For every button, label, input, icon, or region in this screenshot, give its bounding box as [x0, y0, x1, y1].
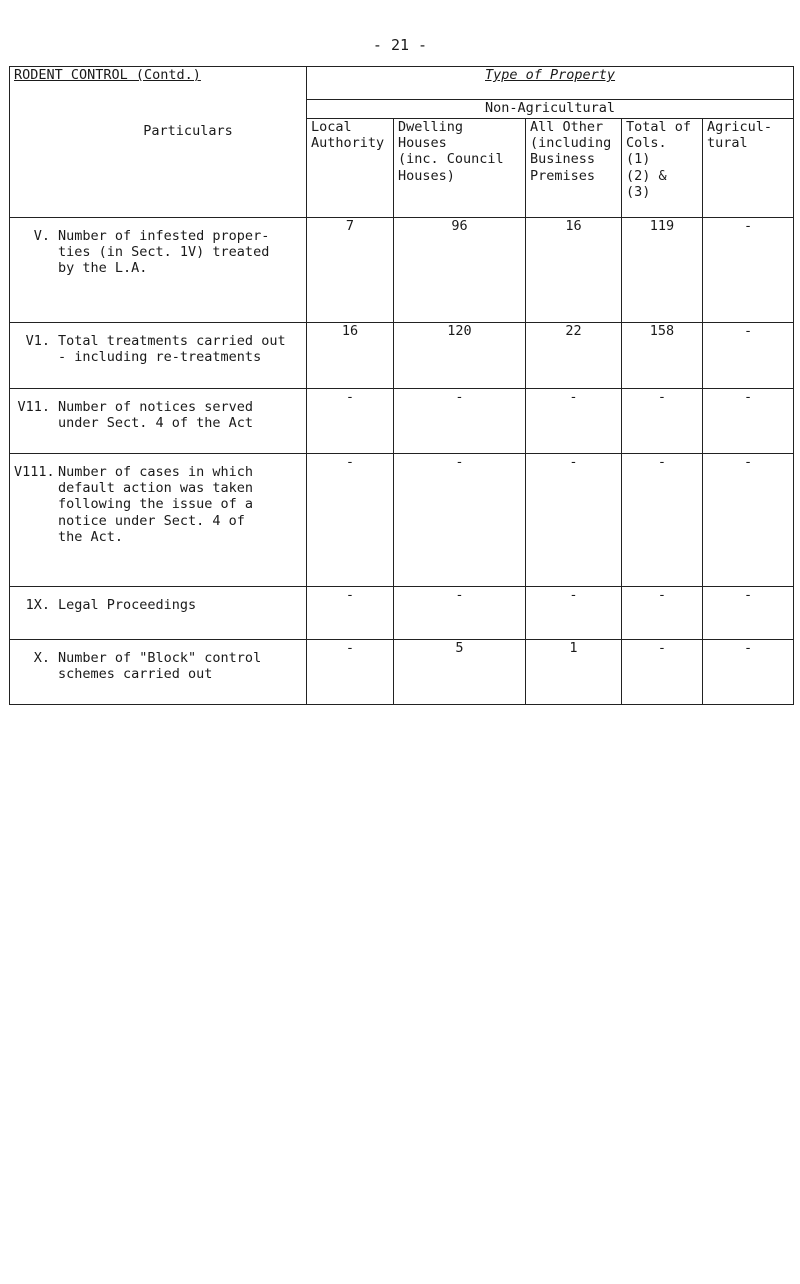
- column-header-total-of-cols: Total of Cols. (1) (2) & (3): [622, 119, 703, 218]
- row-description: Number of notices served under Sect. 4 of the Act: [58, 399, 254, 432]
- value-cell-total-of-cols: -: [622, 640, 703, 705]
- particulars-cell: [10, 587, 307, 640]
- value-cell-agricultural: -: [703, 640, 794, 705]
- value-cell-local-authority: 16: [307, 323, 394, 389]
- row-number: 1X.: [25, 597, 50, 613]
- particulars-cell: [10, 454, 307, 587]
- value-cell-dwelling-houses: 5: [394, 640, 526, 705]
- column-header-local-authority: Local Authority: [307, 119, 394, 218]
- type-of-property-header: Type of Property: [307, 67, 794, 100]
- value-cell-agricultural: -: [703, 323, 794, 389]
- particulars-cell: [10, 389, 307, 454]
- value-cell-total-of-cols: 119: [622, 218, 703, 323]
- value-cell-agricultural: -: [703, 454, 794, 587]
- rodent-control-table: [9, 66, 794, 705]
- value-cell-local-authority: -: [307, 640, 394, 705]
- table-title: RODENT CONTROL (Contd.): [14, 67, 201, 83]
- table-row: [10, 587, 794, 640]
- value-cell-total-of-cols: 158: [622, 323, 703, 389]
- particulars-cell: [10, 218, 307, 323]
- value-cell-all-other: 1: [526, 640, 622, 705]
- table-row: [10, 323, 794, 389]
- row-description: Total treatments carried out - including re-treatments: [58, 333, 286, 366]
- value-cell-dwelling-houses: -: [394, 389, 526, 454]
- value-cell-local-authority: -: [307, 454, 394, 587]
- non-agricultural-header: Non-Agricultural: [307, 100, 794, 119]
- value-cell-agricultural: -: [703, 587, 794, 640]
- column-header-all-other: All Other (including Business Premises: [526, 119, 622, 218]
- value-cell-local-authority: -: [307, 389, 394, 454]
- particulars-header-cell: [10, 67, 307, 218]
- value-cell-all-other: 22: [526, 323, 622, 389]
- row-description: Legal Proceedings: [58, 597, 197, 613]
- row-number: V11.: [17, 399, 50, 415]
- column-header-agricultural: Agricul- tural: [703, 119, 794, 218]
- table-row: [10, 389, 794, 454]
- table-row: [10, 640, 794, 705]
- row-description: Number of infested proper- ties (in Sect. 1V) treated by the L.A.: [58, 228, 270, 277]
- value-cell-agricultural: -: [703, 218, 794, 323]
- particulars-cell: [10, 640, 307, 705]
- row-number: V111.: [14, 464, 55, 480]
- column-header-dwelling-houses: Dwelling Houses (inc. Council Houses): [394, 119, 526, 218]
- row-description: Number of cases in which default action was taken following the issue of a notice under Sect. 4 of the Act.: [58, 464, 254, 545]
- value-cell-all-other: -: [526, 389, 622, 454]
- particulars-header: Particulars: [143, 123, 233, 140]
- particulars-cell: [10, 323, 307, 389]
- value-cell-local-authority: 7: [307, 218, 394, 323]
- value-cell-local-authority: -: [307, 587, 394, 640]
- value-cell-all-other: -: [526, 454, 622, 587]
- page-number: - 21 -: [372, 36, 428, 54]
- value-cell-all-other: -: [526, 587, 622, 640]
- row-number: V1.: [25, 333, 50, 349]
- table-row: [10, 218, 794, 323]
- value-cell-dwelling-houses: 96: [394, 218, 526, 323]
- value-cell-total-of-cols: -: [622, 454, 703, 587]
- value-cell-agricultural: -: [703, 389, 794, 454]
- value-cell-dwelling-houses: -: [394, 454, 526, 587]
- row-description: Number of "Block" control schemes carried out: [58, 650, 262, 683]
- row-number: V.: [33, 228, 50, 244]
- value-cell-all-other: 16: [526, 218, 622, 323]
- value-cell-dwelling-houses: -: [394, 587, 526, 640]
- value-cell-dwelling-houses: 120: [394, 323, 526, 389]
- row-number: X.: [33, 650, 50, 666]
- table-row: [10, 454, 794, 587]
- value-cell-total-of-cols: -: [622, 587, 703, 640]
- value-cell-total-of-cols: -: [622, 389, 703, 454]
